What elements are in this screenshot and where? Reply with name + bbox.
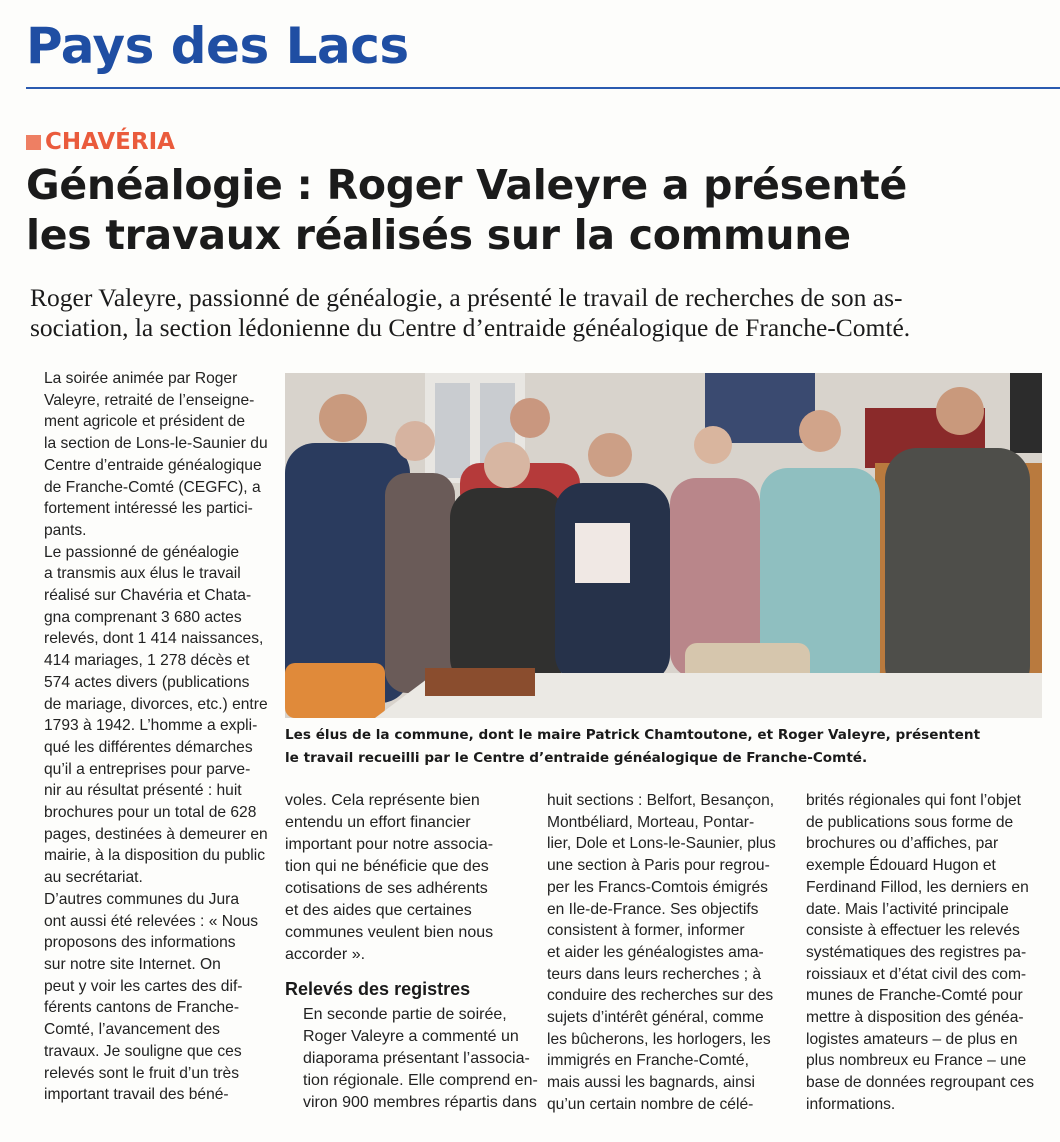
- text-line: une section à Paris pour regrou-: [547, 857, 770, 875]
- paragraph: [285, 1004, 538, 1114]
- text-line: peut y voir les cartes des dif-: [44, 977, 243, 995]
- lede-line: Roger Valeyre, passionné de généalogie, a présenté le travail de recherches de son as-: [30, 283, 903, 312]
- text-line: qué les différentes démarches: [44, 738, 253, 756]
- text-line: huit sections : Belfort, Besançon,: [547, 792, 775, 809]
- text-line: logistes amateurs – de plus en: [806, 1030, 1018, 1048]
- text-line: 1793 à 1942. L’homme a expli-: [44, 717, 258, 735]
- text-line: les bûcherons, les horlogers, les: [547, 1030, 771, 1048]
- text-line: brochures ou d’affiches, par: [806, 835, 999, 853]
- photo-folder: [425, 668, 535, 696]
- text-line: ont aussi été relevées : « Nous: [44, 912, 259, 930]
- text-line: 574 actes divers (publications: [44, 673, 250, 691]
- text-line: viron 900 membres répartis dans: [303, 1094, 537, 1111]
- text-line: brités régionales qui font l’objet: [806, 792, 1021, 809]
- text-line: mettre à disposition des généa-: [806, 1009, 1024, 1027]
- text-line: Comté, l’avancement des: [44, 1021, 220, 1039]
- text-line: 414 mariages, 1 278 décès et: [44, 652, 250, 670]
- text-line: La soirée animée par Roger: [44, 370, 238, 387]
- text-line: Montbéliard, Morteau, Pontar-: [547, 813, 755, 831]
- text-line: sujets d’intérêt général, comme: [547, 1009, 764, 1027]
- caption-line: le travail recueilli par le Centre d’entraide généalogique de Franche-Comté.: [285, 750, 868, 766]
- text-line: de Franche-Comté (CEGFC), a: [44, 478, 261, 496]
- group-photo: [285, 373, 1042, 718]
- text-line: date. Mais l’activité principale: [806, 900, 1009, 918]
- text-line: et des aides que certaines: [285, 902, 472, 919]
- text-line: base de données regroupant ces: [806, 1074, 1035, 1092]
- text-line: de mariage, divorces, etc.) entre: [44, 695, 268, 713]
- text-line: gna comprenant 3 680 actes: [44, 608, 242, 626]
- masthead-rule: [26, 87, 1060, 89]
- text-line: exemple Édouard Hugon et: [806, 857, 996, 875]
- paragraph: [26, 889, 264, 1106]
- article-column-3: [547, 790, 787, 1116]
- text-line: en Ile-de-France. Ses objectifs: [547, 900, 759, 918]
- text-line: travaux. Je souligne que ces: [44, 1042, 242, 1060]
- text-line: qu’il a entreprises pour parve-: [44, 760, 251, 778]
- text-line: qu’un certain nombre de célé-: [547, 1095, 754, 1113]
- text-line: cotisations de ses adhérents: [285, 880, 488, 897]
- text-line: proposons des informations: [44, 934, 236, 952]
- text-line: important pour notre associa-: [285, 836, 494, 853]
- text-line: relevés sont le fruit d’un très: [44, 1064, 240, 1082]
- kicker-square-icon: [26, 135, 41, 150]
- article-headline: [26, 160, 1056, 260]
- text-line: entendu un effort financier: [285, 814, 471, 831]
- paragraph: [26, 542, 268, 889]
- text-line: En seconde partie de soirée,: [303, 1006, 507, 1023]
- text-line: diaporama présentant l’associa-: [303, 1050, 530, 1067]
- section-subhead: Relevés des registres: [285, 979, 471, 999]
- article-kicker: [26, 126, 175, 158]
- text-line: communes veulent bien nous: [285, 924, 494, 941]
- text-line: de publications sous forme de: [806, 813, 1014, 831]
- lede-line: sociation, la section lédonienne du Centre d’entraide généalogique de Franche-Comté.: [30, 313, 911, 342]
- text-line: systématiques des registres pa-: [806, 943, 1027, 961]
- headline-line: Généalogie : Roger Valeyre a présenté: [26, 161, 907, 209]
- text-line: Roger Valeyre a commenté un: [303, 1028, 519, 1045]
- text-line: brochures pour un total de 628: [44, 804, 257, 822]
- text-line: Valeyre, retraité de l’enseigne-: [44, 391, 255, 409]
- article-column-1: [26, 368, 268, 1106]
- text-line: roissiaux et d’état civil des com-: [806, 965, 1027, 983]
- text-line: a transmis aux élus le travail: [44, 565, 241, 583]
- text-line: accorder ».: [285, 946, 366, 963]
- text-line: fortement intéressé les partici-: [44, 500, 253, 518]
- text-line: munes de Franche-Comté pour: [806, 987, 1023, 1005]
- article-column-4: [806, 790, 1046, 1116]
- paragraph: [26, 368, 268, 542]
- text-line: D’autres communes du Jura: [44, 890, 240, 908]
- text-line: plus nombreux eu France – une: [806, 1052, 1027, 1070]
- kicker-label: CHAVÉRIA: [45, 129, 175, 155]
- section-masthead: Pays des Lacs: [26, 17, 409, 75]
- paragraph: [806, 790, 1046, 1116]
- text-line: Centre d’entraide généalogique: [44, 456, 262, 474]
- photo-caption: [285, 724, 1055, 770]
- text-line: mairie, à la disposition du public: [44, 847, 266, 865]
- text-line: per les Francs-Comtois émigrés: [547, 878, 768, 896]
- text-line: informations.: [806, 1095, 896, 1113]
- text-line: relevés, dont 1 414 naissances,: [44, 630, 264, 648]
- text-line: nir au résultat présenté : huit: [44, 782, 242, 800]
- text-line: pants.: [44, 521, 87, 539]
- text-line: Ferdinand Fillod, les derniers en: [806, 878, 1029, 896]
- photo-frame-right: [1010, 373, 1042, 453]
- text-line: consistent à former, informer: [547, 922, 745, 940]
- text-line: au secrétariat.: [44, 869, 143, 887]
- paragraph: [285, 790, 525, 966]
- text-line: important travail des béné-: [44, 1086, 229, 1104]
- text-line: réalisé sur Chavéria et Chata-: [44, 587, 252, 605]
- text-line: consiste à effectuer les relevés: [806, 922, 1020, 940]
- text-line: pages, destinées à demeurer en: [44, 825, 268, 843]
- article-column-2: [285, 790, 538, 1114]
- text-line: et aider les généalogistes ama-: [547, 943, 764, 961]
- photo-chair: [285, 663, 385, 718]
- text-line: férents cantons de Franche-: [44, 999, 240, 1017]
- text-line: lier, Dole et Lons-le-Saunier, plus: [547, 835, 776, 853]
- text-line: sur notre site Internet. On: [44, 955, 221, 973]
- text-line: tion qui ne bénéficie que des: [285, 858, 489, 875]
- text-line: ment agricole et président de: [44, 413, 246, 431]
- text-line: la section de Lons-le-Saunier du: [44, 435, 268, 453]
- text-line: conduire des recherches sur des: [547, 987, 774, 1005]
- text-line: tion régionale. Elle comprend en-: [303, 1072, 538, 1089]
- text-line: teurs dans leurs recherches ; à: [547, 965, 762, 983]
- headline-line: les travaux réalisés sur la commune: [26, 211, 851, 259]
- group-photo-icon: [285, 373, 1042, 718]
- text-line: voles. Cela représente bien: [285, 792, 480, 809]
- text-line: Le passionné de généalogie: [44, 543, 240, 561]
- text-line: mais aussi les bagnards, ainsi: [547, 1074, 756, 1092]
- caption-line: Les élus de la commune, dont le maire Patrick Chamtoutone, et Roger Valeyre, présentent: [285, 727, 981, 743]
- article-lede: [30, 283, 1045, 343]
- photo-window-pane: [435, 383, 470, 478]
- text-line: immigrés en Franche-Comté,: [547, 1052, 749, 1070]
- paragraph: [547, 790, 787, 1116]
